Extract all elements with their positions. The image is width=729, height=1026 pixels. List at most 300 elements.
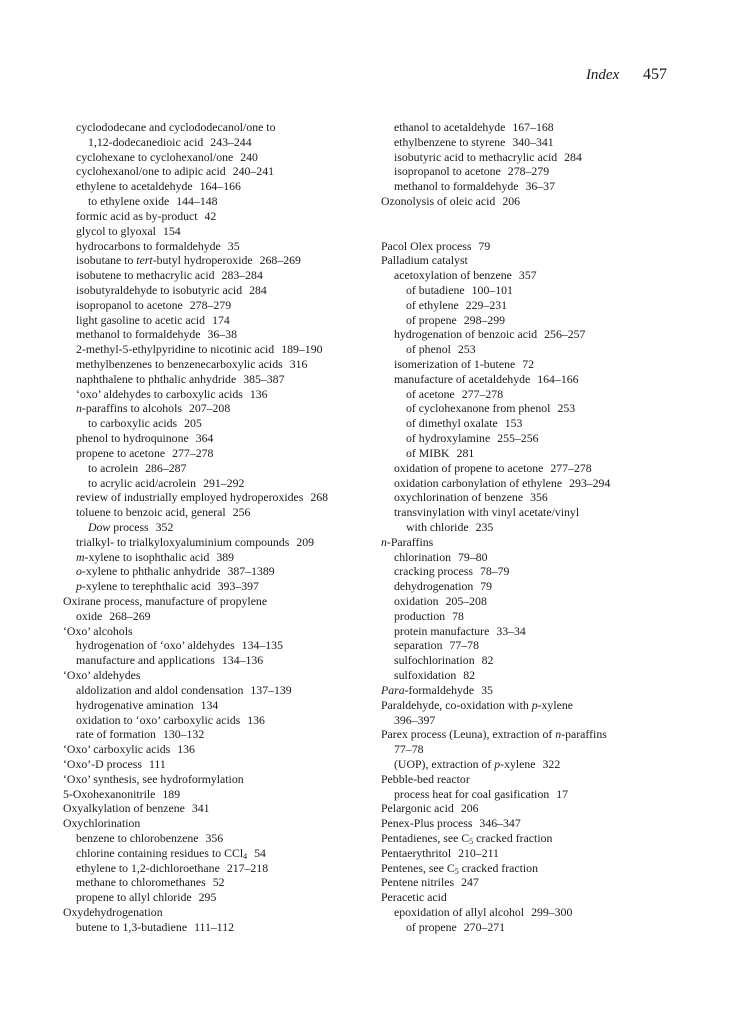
index-term: toluene to benzoic acid, general bbox=[76, 505, 226, 520]
index-column-right bbox=[381, 120, 671, 935]
index-page-ref: 134–136 bbox=[221, 653, 264, 668]
index-subentry bbox=[381, 757, 671, 772]
index-subentry bbox=[63, 861, 381, 876]
index-subentry bbox=[381, 579, 671, 594]
index-page-ref: 136 bbox=[249, 386, 268, 401]
index-heading bbox=[63, 787, 381, 802]
index-term: Oxydehydrogenation bbox=[63, 905, 163, 920]
index-term: ‘Oxo’ synthesis, see hydroformylation bbox=[63, 771, 244, 786]
index-term: to acrylic acid/acrolein bbox=[88, 475, 197, 490]
index-subentry bbox=[63, 372, 381, 387]
index-page-ref: 174 bbox=[212, 312, 230, 327]
index-term: isopropanol to acetone bbox=[76, 297, 183, 312]
index-heading bbox=[381, 194, 671, 209]
index-heading bbox=[63, 624, 381, 639]
index-subentry bbox=[63, 194, 381, 209]
index-term: to acrolein bbox=[88, 460, 139, 475]
index-term: aldolization and aldol condensation bbox=[76, 682, 244, 697]
index-page-ref: 387–1389 bbox=[227, 564, 275, 579]
index-page-ref: 356 bbox=[530, 490, 548, 505]
index-page-ref: 164–166 bbox=[199, 179, 241, 194]
index-term: of dimethyl oxalate bbox=[406, 416, 498, 431]
index-page-ref: 268–269 bbox=[259, 253, 301, 268]
index-subentry bbox=[381, 624, 671, 639]
index-term: ‘Oxo’-D process bbox=[63, 756, 142, 771]
index-term: Oxirane process, manufacture of propylene bbox=[63, 594, 268, 608]
index-subentry bbox=[381, 357, 671, 372]
index-term: to carboxylic acids bbox=[88, 416, 178, 431]
index-heading bbox=[63, 757, 381, 772]
index-page-ref: 100–101 bbox=[471, 282, 513, 297]
index-term: ‘Oxo’ alcohols bbox=[63, 623, 133, 638]
index-subentry bbox=[63, 683, 381, 698]
index-page-ref: 217–218 bbox=[226, 860, 269, 875]
index-subentry bbox=[381, 283, 671, 298]
index-term: Oxyalkylation of benzene bbox=[63, 801, 185, 816]
index-page-ref: 340–341 bbox=[512, 134, 554, 149]
index-term: Parex process (Leuna), extraction of n-paraffins bbox=[381, 727, 607, 742]
index-term: isopropanol to acetone bbox=[394, 164, 501, 179]
index-subentry bbox=[381, 564, 671, 579]
index-page-ref: 235 bbox=[475, 519, 494, 534]
index-term: manufacture and applications bbox=[76, 653, 215, 668]
index-term: of phenol bbox=[406, 342, 451, 357]
index-page-ref: 316 bbox=[289, 357, 308, 371]
index-page-ref: 153 bbox=[504, 416, 523, 431]
index-page-ref: 284 bbox=[249, 282, 267, 297]
index-subentry bbox=[381, 742, 671, 757]
index-term: cyclohexane to cyclohexanol/one bbox=[76, 149, 234, 164]
index-page-ref: 164–166 bbox=[537, 371, 579, 386]
index-subentry bbox=[381, 787, 671, 802]
index-subentry bbox=[381, 520, 671, 535]
index-page-ref: 54 bbox=[254, 845, 266, 860]
index-subentry bbox=[63, 164, 381, 179]
index-term: oxidation to ‘oxo’ carboxylic acids bbox=[76, 712, 241, 727]
index-page-ref: 35 bbox=[227, 238, 240, 253]
index-term: 5-Oxohexanonitrile bbox=[63, 786, 156, 801]
index-heading bbox=[381, 698, 671, 713]
index-subentry bbox=[63, 535, 381, 550]
index-subentry bbox=[63, 727, 381, 742]
index-term: with chloride bbox=[406, 519, 469, 534]
index-subentry bbox=[63, 431, 381, 446]
index-term: propene to allyl chloride bbox=[76, 890, 192, 905]
index-subentry bbox=[63, 550, 381, 565]
index-term: of butadiene bbox=[406, 282, 465, 297]
index-heading bbox=[381, 727, 671, 742]
index-subentry bbox=[381, 150, 671, 165]
index-page-ref: 253 bbox=[557, 401, 576, 416]
index-page-ref: 243–244 bbox=[210, 134, 252, 149]
index-page-ref: 72 bbox=[522, 357, 535, 371]
index-term: ethylene to acetaldehyde bbox=[76, 179, 193, 194]
index-page-ref: 357 bbox=[518, 268, 537, 283]
index-subentry bbox=[381, 135, 671, 150]
index-term: of cyclohexanone from phenol bbox=[406, 401, 551, 416]
index-subentry bbox=[63, 120, 381, 135]
index-subentry bbox=[63, 875, 381, 890]
index-page-ref: 82 bbox=[463, 668, 476, 683]
index-subentry bbox=[381, 476, 671, 491]
index-term: of hydroxylamine bbox=[406, 431, 491, 446]
index-subentry bbox=[63, 150, 381, 165]
index-term: sulfoxidation bbox=[394, 668, 457, 683]
index-term: n-Paraffins bbox=[381, 534, 434, 549]
index-page-ref: 111 bbox=[148, 756, 166, 771]
index-subentry bbox=[63, 461, 381, 476]
index-term: ethanol to acetaldehyde bbox=[394, 120, 506, 134]
index-term: formic acid as by-product bbox=[76, 208, 198, 223]
index-term: of propene bbox=[406, 919, 457, 934]
index-subentry bbox=[63, 342, 381, 357]
index-page-ref: 137–139 bbox=[250, 682, 292, 697]
index-heading bbox=[381, 875, 671, 890]
index-term: process heat for coal gasification bbox=[394, 786, 550, 801]
index-page-ref: 283–284 bbox=[221, 268, 263, 283]
page-header bbox=[586, 66, 667, 84]
index-term: isobutyric acid to methacrylic acid bbox=[394, 149, 558, 164]
index-term: Pentadienes, see $C_5$ cracked fraction bbox=[381, 831, 553, 846]
index-page-ref: 17 bbox=[556, 786, 569, 801]
index-page-ref: 322 bbox=[542, 756, 561, 771]
index-page-ref: 167–168 bbox=[512, 120, 554, 134]
index-page-ref: 291–292 bbox=[203, 475, 245, 490]
index-page-ref: 278–279 bbox=[189, 297, 232, 312]
index-term: (UOP), extraction of p-xylene bbox=[394, 756, 536, 771]
index-term: benzene to chlorobenzene bbox=[76, 831, 199, 845]
index-subentry bbox=[381, 638, 671, 653]
index-column-left bbox=[63, 120, 381, 935]
index-page-ref: 36–37 bbox=[525, 179, 555, 194]
index-term: of ethylene bbox=[406, 297, 459, 312]
index-subentry bbox=[381, 164, 671, 179]
index-term: Pentene nitriles bbox=[381, 875, 455, 890]
page-number: 457 bbox=[643, 66, 667, 83]
index-page-ref: 206 bbox=[502, 194, 521, 209]
index-page-ref: 79–80 bbox=[458, 549, 488, 564]
index-term: 1,12-dodecanedioic acid bbox=[88, 134, 204, 149]
index-term: ‘Oxo’ aldehydes bbox=[63, 668, 141, 683]
index-subentry bbox=[381, 505, 671, 520]
index-term: isobutane to tert-butyl hydroperoxide bbox=[76, 253, 253, 268]
index-subentry bbox=[381, 550, 671, 565]
index-subentry bbox=[63, 846, 381, 861]
index-subentry bbox=[63, 638, 381, 653]
index-page-ref: 136 bbox=[247, 712, 265, 727]
index-page-ref: 206 bbox=[460, 801, 479, 816]
index-term: hydrogenative amination bbox=[76, 697, 194, 712]
index-subentry bbox=[63, 135, 381, 150]
index-term: Dow process bbox=[88, 519, 149, 534]
index-term: hydrogenation of ‘oxo’ aldehydes bbox=[76, 638, 235, 653]
index-subentry bbox=[381, 327, 671, 342]
index-term: Penex-Plus process bbox=[381, 816, 473, 831]
index-subentry bbox=[381, 298, 671, 313]
index-term: light gasoline to acetic acid bbox=[76, 312, 206, 327]
index-page-ref: 255–256 bbox=[497, 431, 539, 446]
index-subentry bbox=[63, 268, 381, 283]
index-term: sulfochlorination bbox=[394, 653, 475, 668]
index-page-ref: 346–347 bbox=[479, 816, 521, 831]
index-heading bbox=[381, 846, 671, 861]
index-term: acetoxylation of benzene bbox=[394, 268, 512, 283]
index-term: 77–78 bbox=[394, 742, 424, 757]
index-term: cyclododecane and cyclododecanol/one to bbox=[76, 120, 276, 134]
index-term: of MIBK bbox=[406, 445, 450, 460]
index-subentry bbox=[63, 357, 381, 372]
index-subentry bbox=[63, 505, 381, 520]
index-subentry bbox=[381, 342, 671, 357]
index-heading bbox=[63, 742, 381, 757]
index-page-ref: 256 bbox=[232, 505, 251, 520]
index-page-ref: 341 bbox=[191, 801, 210, 816]
index-term: oxidation carbonylation of ethylene bbox=[394, 475, 563, 490]
index-term: oxidation of propene to acetone bbox=[394, 460, 544, 475]
index-page-ref: 270–271 bbox=[463, 919, 506, 934]
index-term: Pacol Olex process bbox=[381, 238, 472, 253]
index-term: to ethylene oxide bbox=[88, 194, 170, 209]
index-heading bbox=[381, 890, 671, 905]
index-subentry bbox=[381, 268, 671, 283]
index-subentry bbox=[63, 298, 381, 313]
index-page-ref: 134–135 bbox=[241, 638, 283, 653]
index-term: isomerization of 1-butene bbox=[394, 357, 516, 371]
index-heading bbox=[381, 801, 671, 816]
index-subentry bbox=[63, 653, 381, 668]
index-page-ref: 256–257 bbox=[544, 327, 586, 342]
index-subentry bbox=[63, 890, 381, 905]
index-term: Pelargonic acid bbox=[381, 801, 454, 816]
index-subentry bbox=[63, 520, 381, 535]
index-term: manufacture of acetaldehyde bbox=[394, 371, 531, 386]
index-page-ref: 36–38 bbox=[207, 327, 237, 342]
index-page-ref: 240 bbox=[240, 149, 258, 164]
index-page-ref: 385–387 bbox=[243, 371, 285, 386]
running-section-title: Index bbox=[585, 67, 620, 83]
index-term: epoxidation of allyl alcohol bbox=[394, 905, 525, 920]
index-page-ref: 247 bbox=[461, 875, 479, 890]
index-subentry bbox=[381, 594, 671, 609]
index-subentry bbox=[63, 698, 381, 713]
index-subentry bbox=[63, 253, 381, 268]
index-page-ref: 364 bbox=[195, 431, 214, 446]
index-page-ref: 52 bbox=[212, 875, 225, 890]
index-heading bbox=[381, 816, 671, 831]
index-term: phenol to hydroquinone bbox=[76, 431, 189, 446]
index-term: Para-formaldehyde bbox=[381, 682, 475, 697]
index-subentry bbox=[381, 120, 671, 135]
index-subentry bbox=[381, 713, 671, 728]
index-subentry bbox=[381, 668, 671, 683]
index-page-ref: 136 bbox=[177, 742, 195, 757]
index-page-ref: 205–208 bbox=[445, 594, 487, 608]
index-page-ref: 277–278 bbox=[172, 445, 214, 460]
index-term: methanol to formaldehyde bbox=[394, 179, 519, 194]
index-subentry bbox=[381, 905, 671, 920]
index-subentry bbox=[63, 713, 381, 728]
index-heading bbox=[381, 831, 671, 846]
index-page-ref: 144–148 bbox=[176, 194, 218, 209]
index-heading bbox=[63, 594, 381, 609]
index-page-ref: 286–287 bbox=[145, 460, 187, 475]
index-heading bbox=[63, 668, 381, 683]
index-term: ‘oxo’ aldehydes to carboxylic acids bbox=[76, 386, 243, 401]
index-term: Peracetic acid bbox=[381, 890, 447, 905]
index-subentry bbox=[63, 416, 381, 431]
index-heading bbox=[381, 861, 671, 876]
index-page-ref: 189 bbox=[162, 786, 181, 801]
index-page-ref: 253 bbox=[457, 342, 476, 357]
index-page-ref: 268 bbox=[310, 490, 329, 505]
index-page-ref: 268–269 bbox=[109, 608, 151, 623]
index-term: m-xylene to isophthalic acid bbox=[76, 549, 210, 564]
index-heading bbox=[381, 535, 671, 550]
index-term: of acetone bbox=[406, 386, 455, 401]
index-term: glycol to glyoxal bbox=[76, 223, 156, 238]
index-page-ref: 293–294 bbox=[569, 475, 611, 490]
index-page-ref: 205 bbox=[184, 416, 202, 431]
index-term: hydrocarbons to formaldehyde bbox=[76, 238, 221, 253]
index-page-ref: 77–78 bbox=[449, 638, 479, 653]
index-heading bbox=[381, 683, 671, 698]
index-heading bbox=[381, 253, 671, 268]
index-subentry bbox=[63, 327, 381, 342]
index-term: cyclohexanol/one to adipic acid bbox=[76, 164, 226, 179]
index-subentry bbox=[63, 831, 381, 846]
index-page-ref: 79 bbox=[480, 579, 493, 594]
index-term: isobutyraldehyde to isobutyric acid bbox=[76, 282, 243, 297]
index-term: Palladium catalyst bbox=[381, 253, 468, 268]
index-subentry bbox=[381, 431, 671, 446]
index-term: separation bbox=[394, 638, 443, 653]
index-page-ref: 210–211 bbox=[458, 845, 499, 860]
index-page-ref: 35 bbox=[481, 682, 493, 697]
index-term: butene to 1,3-butadiene bbox=[76, 919, 188, 934]
index-term: cracking process bbox=[394, 564, 473, 579]
index-term: oxide bbox=[76, 608, 103, 623]
index-subentry bbox=[381, 387, 671, 402]
index-page-ref: 389 bbox=[216, 549, 235, 564]
index-subentry bbox=[63, 579, 381, 594]
index-term: dehydrogenation bbox=[394, 579, 474, 594]
index-subentry bbox=[63, 476, 381, 491]
index-page-ref: 79 bbox=[478, 238, 491, 253]
index-page-ref: 281 bbox=[456, 445, 475, 460]
index-page-ref: 299–300 bbox=[531, 905, 573, 920]
index-subentry bbox=[63, 283, 381, 298]
index-subentry bbox=[63, 313, 381, 328]
index-subentry bbox=[63, 209, 381, 224]
index-page-ref: 277–278 bbox=[550, 460, 592, 475]
index-term: transvinylation with vinyl acetate/vinyl bbox=[394, 505, 580, 520]
index-term: Paraldehyde, co-oxidation with p-xylene bbox=[381, 697, 573, 712]
index-term: chlorine containing residues to CCl$_4$ bbox=[76, 845, 248, 861]
index-page-ref: 111–112 bbox=[194, 919, 235, 934]
index-page-ref: 78–79 bbox=[479, 564, 510, 579]
index-term: Oxychlorination bbox=[63, 816, 141, 831]
index-term: ‘Oxo’ carboxylic acids bbox=[63, 742, 171, 757]
index-heading bbox=[63, 905, 381, 920]
index-page-ref: 134 bbox=[200, 697, 219, 712]
index-term: methane to chloromethanes bbox=[76, 875, 206, 890]
index-term: p-xylene to terephthalic acid bbox=[76, 579, 211, 594]
index-term: n-paraffins to alcohols bbox=[76, 401, 182, 416]
index-term: oxidation bbox=[394, 594, 439, 608]
index-subentry bbox=[381, 416, 671, 431]
index-term: ethylbenzene to styrene bbox=[394, 134, 506, 149]
index-term: methylbenzenes to benzenecarboxylic acids bbox=[76, 357, 283, 371]
index-term: production bbox=[394, 608, 446, 623]
index-page-ref: 42 bbox=[204, 208, 217, 223]
index-page-ref: 240–241 bbox=[232, 164, 274, 179]
index-subentry bbox=[381, 446, 671, 461]
index-page-ref: 295 bbox=[198, 890, 217, 905]
index-page-ref: 189–190 bbox=[281, 342, 323, 357]
index-term: propene to acetone bbox=[76, 445, 166, 460]
index-subentry bbox=[63, 446, 381, 461]
index-subentry bbox=[381, 372, 671, 387]
index-term: Pebble-bed reactor bbox=[381, 771, 470, 786]
index-term: protein manufacture bbox=[394, 623, 490, 638]
index-subentry bbox=[63, 387, 381, 402]
index-subentry bbox=[63, 490, 381, 505]
index-term: o-xylene to phthalic anhydride bbox=[76, 564, 221, 579]
index-subentry bbox=[381, 179, 671, 194]
index-term: trialkyl- to trialkyloxyaluminium compounds bbox=[76, 534, 290, 549]
index-term: naphthalene to phthalic anhydride bbox=[76, 371, 237, 386]
index-subentry bbox=[63, 609, 381, 624]
index-page-ref: 207–208 bbox=[188, 401, 231, 416]
index-page-ref: 130–132 bbox=[162, 727, 205, 742]
index-subentry bbox=[381, 609, 671, 624]
index-subentry bbox=[381, 461, 671, 476]
index-subentry bbox=[63, 401, 381, 416]
index-term: hydrogenation of benzoic acid bbox=[394, 327, 538, 342]
index-term: review of industrially employed hydroperoxides bbox=[76, 490, 304, 505]
index-page-ref: 284 bbox=[564, 149, 582, 164]
index-term: rate of formation bbox=[76, 727, 156, 742]
index-subentry bbox=[381, 653, 671, 668]
index-term: of propene bbox=[406, 312, 457, 327]
index-term: 2-methyl-5-ethylpyridine to nicotinic acid bbox=[76, 342, 275, 357]
index-subentry bbox=[63, 564, 381, 579]
index-page-ref: 209 bbox=[296, 534, 315, 549]
index-heading bbox=[381, 239, 671, 254]
index-subentry bbox=[381, 920, 671, 935]
index-page-ref: 33–34 bbox=[496, 623, 526, 638]
index-page-ref: 277–278 bbox=[461, 386, 504, 401]
index-subentry bbox=[381, 490, 671, 505]
index-page-ref: 356 bbox=[205, 831, 224, 845]
index-page-ref: 278–279 bbox=[507, 164, 550, 179]
index-spacer bbox=[381, 209, 671, 224]
index-heading bbox=[63, 772, 381, 787]
index-page-ref: 393–397 bbox=[217, 579, 259, 594]
index-term: oxychlorination of benzene bbox=[394, 490, 524, 505]
index-page-ref: 298–299 bbox=[463, 312, 506, 327]
index-subentry bbox=[381, 313, 671, 328]
index-spacer bbox=[381, 224, 671, 239]
index-subentry bbox=[63, 224, 381, 239]
index-term: methanol to formaldehyde bbox=[76, 327, 201, 342]
index-term: 396–397 bbox=[394, 712, 436, 727]
index-subentry bbox=[63, 239, 381, 254]
index-page-ref: 82 bbox=[481, 653, 494, 668]
index-term: chlorination bbox=[394, 549, 452, 564]
index-heading bbox=[381, 772, 671, 787]
index-page-ref: 154 bbox=[162, 223, 181, 238]
